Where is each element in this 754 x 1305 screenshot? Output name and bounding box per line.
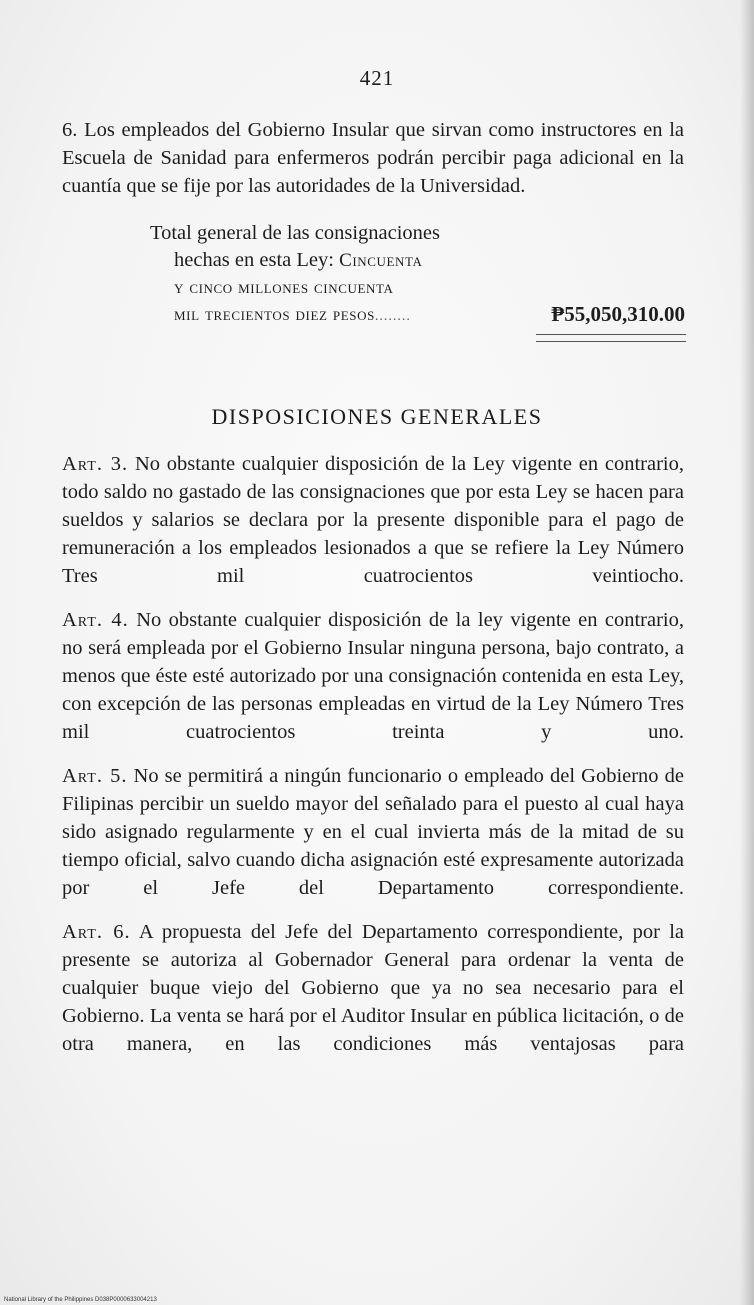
- total-line-2-smallcaps: Cincuenta: [339, 250, 423, 271]
- article-3: [62, 450, 684, 590]
- page-edge-shadow: [740, 0, 754, 1305]
- total-line-2-prefix: hechas en esta Ley:: [174, 249, 340, 271]
- total-amount: ₱55,050,310.00: [551, 302, 685, 326]
- article-4: [62, 606, 684, 746]
- total-line-2: [150, 247, 685, 274]
- total-line-4: [150, 301, 685, 328]
- total-line-3: y cinco millones cincuenta: [174, 277, 394, 298]
- section-title: DISPOSICIONES GENERALES: [211, 404, 543, 429]
- article-text: A propuesta del Jefe del Departamento correspondiente, por la presente se autoriza al Gobernador General para ordenar la venta de cualquier buque viejo del Gobierno que ya no sea necesario para el Gobierno. La venta se hará por el Auditor Insular en pública licitación, o de otra manera, en las condiciones más ventajosas para: [62, 921, 685, 1055]
- footer-watermark: National Library of the Philippines D038P0000633004213: [4, 1297, 157, 1303]
- total-double-rule: [536, 334, 686, 342]
- total-line-1: Total general de las consignaciones: [150, 222, 441, 244]
- article-label: Art. 3.: [62, 453, 129, 475]
- page-number: 421: [359, 66, 395, 90]
- article-text: No obstante cualquier disposición de la ley vigente en contrario, no será empleada por el Gobierno Insular ninguna persona, bajo contrato, a menos que éste esté autorizado por una consignación contenida en esta Ley, con excepción de las personas empleadas en virtud de la Ley Número Tres mil cuatrocientos treinta y uno.: [62, 609, 684, 743]
- total-appropriations: [150, 220, 685, 328]
- article-label: Art. 5.: [62, 765, 128, 787]
- article-5: [62, 762, 684, 902]
- total-line-4-text: mil trecientos diez pesos: [174, 304, 375, 325]
- article-text: No obstante cualquier disposición de la Ley vigente en contrario, todo saldo no gastado de las consignaciones que por esta Ley se hacen para sueldos y salarios se declara por la presente disponible para el pago de remuneración a los empleados lesionados a que se refiere la Ley Número Tres mil cuatrocientos veintiocho.: [62, 453, 684, 587]
- leader-dots: ........: [374, 309, 411, 324]
- article-6: [62, 918, 684, 1058]
- paragraph-6: 6. Los empleados del Gobierno Insular que sirvan como instructores en la Escuela de Sanidad para enfermeros podrán percibir paga adicional en la cuantía que se fije por las autoridades de la Universidad.: [62, 119, 684, 197]
- article-text: No se permitirá a ningún funcionario o empleado del Gobierno de Filipinas percibir un sueldo mayor del señalado para el puesto al cual haya sido asignado regularmente y en el cual invierta más de la mitad de su tiempo oficial, salvo cuando dicha asignación esté expresamente autorizada por el Jefe del Departamento correspondiente.: [62, 765, 684, 899]
- article-label: Art. 6.: [62, 921, 131, 943]
- article-label: Art. 4.: [62, 609, 129, 631]
